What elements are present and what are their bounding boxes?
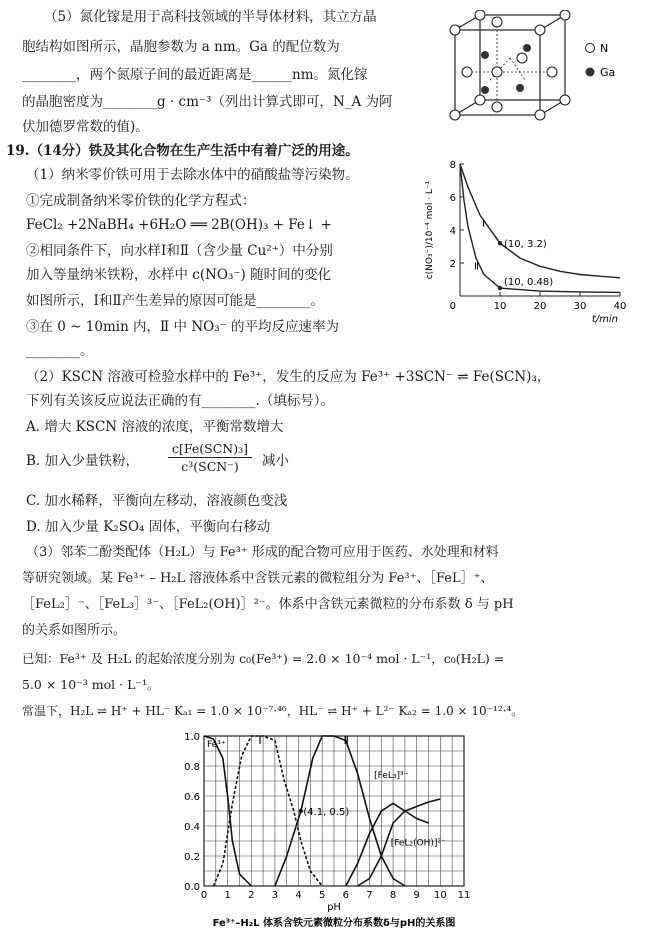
q19-p3-line-4: 的关系如图所示。 [22,623,127,638]
point-i [498,241,502,245]
fraction-denominator: c³(SCN⁻) [181,459,239,474]
x-tick-label: 11 [457,890,471,901]
q18-line-3: ________，两个氮原子间的最近距离是______nm。氮化镓 [22,67,368,83]
q19-p2-line-2: 下列有关该反应说法正确的有________.（填标号）。 [26,393,335,409]
q19-p1-line-7: ③在 0 ~ 10min 内，Ⅱ 中 NO₃⁻ 的平均反应速率为 [26,319,340,335]
nitrate-time-chart [418,156,640,338]
x-tick-label: 20 [533,301,547,312]
series-label-fel3: [FeL₃]³⁻ [374,771,409,781]
q19-p1-line-4: ②相同条件下，向水样Ⅰ和Ⅱ（含少量 Cu²⁺）中分别 [26,243,333,259]
chart-caption: Fe³⁺–H₂L 体系含铁元素微粒分布系数δ与pH的关系图 [212,918,456,929]
x-tick-label: 3 [271,890,279,901]
fraction-numerator: c[Fe(SCN)₃] [168,440,252,458]
q19-p1-line-5: 加入等量纳米铁粉，水样中 c(NO₃⁻) 随时间的变化 [26,267,332,283]
y-tick-label: 0.8 [184,762,200,773]
x-tick-label: 4 [295,890,302,901]
y-axis-label: c(NO₃⁻)/10⁻⁴ mol · L⁻¹ [425,180,435,280]
y-tick-label: 0.6 [184,792,200,803]
x-tick-label: 5 [318,890,326,901]
y-tick-label: 8 [449,160,456,171]
x-tick-label: 40 [613,301,627,312]
series-label-fe3: Fe³⁺ [207,740,226,750]
q19-p3-line-7: 常温下，H₂L ⇌ H⁺ + HL⁻ Kₐ₁ = 1.0 × 10⁻⁷·⁴⁶，HL⁻ ⇌ H⁺ + L²⁻ Kₐ₂ = 1.0 × 10⁻¹²·⁴。 [22,704,524,718]
x-axis-label: pH [327,902,341,913]
series-label-ii: Ⅱ [474,261,479,273]
series-label-fel2oh: [FeL₂(OH)]²⁻ [390,838,446,849]
series-label-ii: Ⅱ [343,734,349,747]
q19-p1-line-6: 如图所示，Ⅰ和Ⅱ产生差异的原因可能是________。 [26,293,325,309]
q19-p1-line-2: ①完成制备纳米零价铁的化学方程式： [26,193,256,209]
gan-unit-cell-figure [445,10,635,140]
q18-line-5: 伏加德罗常数的值)。 [22,119,149,135]
q19-header: 19.（14分）铁及其化合物在生产生活中有着广泛的用途。 [6,143,359,159]
y-tick-label: 0.2 [184,852,200,863]
legend-ga-label: Ga [600,66,616,79]
q18-line-2: 胞结构如图所示，晶胞参数为 a nm。Ga 的配位数为 [22,39,340,55]
q19-p3-line-1: （3）邻苯二酚类配体（H₂L）与 Fe³⁺ 形成的配合物可应用于医药、水处理和材料 [26,545,499,560]
series-label-i: Ⅰ [482,218,485,230]
x-tick-label: 9 [413,890,420,901]
point-ii [498,286,502,290]
q19-p3-line-3: ［FeL₂］⁻、［FeL₃］³⁻、［FeL₂(OH)］²⁻。体系中含铁元素微粒的分布系数 δ 与 pH [22,597,514,612]
x-tick-label: 6 [342,890,350,901]
annotation-41: (4.1, 0.5) [303,807,350,818]
option-b-text: B. 加入少量铁粉， [26,453,140,469]
x-tick-label: 30 [573,301,587,312]
x-tick-label: 0 [200,890,208,901]
x-tick-label: 1 [224,890,231,901]
y-tick-label: 6 [449,193,456,204]
x-axis-label: t/min [591,314,618,325]
option-b-fraction [168,440,252,475]
annotation-i: (10, 3.2) [504,239,547,251]
x-tick-label: 10 [493,301,507,312]
origin-label: 0 [449,301,456,312]
y-tick-label: 1.0 [184,732,200,743]
y-tick-label: 4 [449,226,456,237]
x-tick-label: 10 [433,890,447,901]
y-tick-label: 0.0 [184,882,200,893]
q19-p1-line-8: ________。 [26,343,94,359]
q18-line-4: 的晶胞密度为________g · cm⁻³（列出计算式即可，N_A 为阿 [22,94,393,110]
q19-p3-line-5: 已知：Fe³⁺ 及 H₂L 的起始浓度分别为 c₀(Fe³⁺) = 2.0 × 10⁻⁴ mol · L⁻¹，c₀(H₂L) = [22,651,505,666]
x-tick-label: 7 [366,890,373,901]
q19-p3-line-6: 5.0 × 10⁻³ mol · L⁻¹。 [22,677,160,692]
option-d: D. 加入少量 K₂SO₄ 固体，平衡向右移动 [26,519,271,535]
q19-p1-line-1: （1）纳米零价铁可用于去除水体中的硝酸盐等污染物。 [26,167,359,183]
x-tick-label: 2 [248,890,255,901]
legend-n-label: N [600,42,609,55]
option-b-tail: 减小 [262,453,289,469]
y-tick-label: 0.4 [184,822,200,833]
option-c: C. 加水稀释，平衡向左移动，溶液颜色变浅 [26,493,288,509]
annotation-ii: (10, 0.48) [504,277,554,289]
q19-p2-line-1: （2）KSCN 溶液可检验水样中的 Fe³⁺，发生的反应为 Fe³⁺ +3SCN⁻ ⇌ Fe(SCN)₃， [26,369,551,385]
x-tick-label: 8 [389,890,397,901]
q18-line-1: （5）氮化镓是用于高科技领域的半导体材料，其立方晶 [44,9,377,25]
y-tick-label: 2 [449,259,456,270]
distribution-ph-chart [170,726,490,944]
q19-p1-line-3: FeCl₂ +2NaBH₄ +6H₂O ══ 2B(OH)₃ + Fe↓ + [26,217,332,233]
q19-p3-line-2: 等研究领域。某 Fe³⁺ – H₂L 溶液体系中含铁元素的微粒组分为 Fe³⁺、［FeL］⁺、 [22,571,494,586]
option-a: A. 增大 KSCN 溶液的浓度，平衡常数增大 [26,419,284,435]
series-label-i: Ⅰ [258,734,262,747]
